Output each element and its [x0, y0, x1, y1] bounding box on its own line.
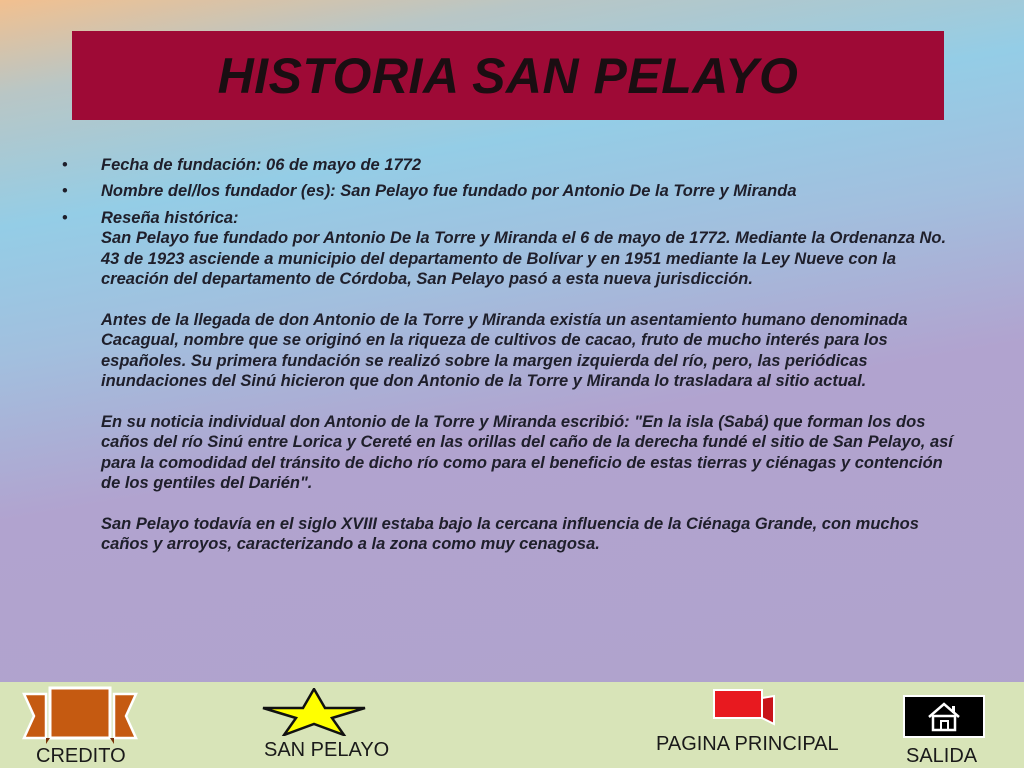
bullet-list: [62, 155, 962, 555]
bullet-fecha: • Fecha de fundación: 06 de mayo de 1772: [62, 155, 962, 175]
bullet-resena: [62, 208, 962, 555]
resena-paragraph-1: San Pelayo fue fundado por Antonio De la Torre y Miranda el 6 de mayo de 1772. Mediante la Ordenanza No. 43 de 1923 asciende a municipio del departamento de Bolívar y en 1951 mediante la Ley Nueve con la creación del departamento de Córdoba, San Pelayo pasó a esta nueva jurisdicción.: [101, 229, 947, 289]
ribbon-banner-icon[interactable]: [22, 686, 138, 744]
footer-nav-bar: [0, 682, 1024, 768]
resena-paragraph-3: En su noticia individual don Antonio de la Torre y Miranda escribió: "En la isla (Sabá) que forman los dos caños del río Sinú entre Lorica y Cereté en las orillas del caño de la derecha fundé el sitio de San Pelayo, así para la comodidad del tránsito de dicho río como para el beneficio de estas tierras y ciénagas y contención de los gentiles del Darién".: [101, 412, 953, 493]
home-icon[interactable]: [903, 695, 985, 738]
star-icon[interactable]: [262, 688, 366, 736]
salida-link[interactable]: SALIDA: [906, 745, 978, 767]
page-title: HISTORIA SAN PELAYO: [217, 47, 799, 104]
title-banner: [72, 31, 944, 120]
pagina-principal-link[interactable]: PAGINA PRINCIPAL: [656, 733, 839, 755]
resena-paragraph-4: San Pelayo todavía en el siglo XVIII estaba bajo la cercana influencia de la Ciénaga Grande, con muchos caños y arroyos, caracterizando a la zona como muy cenagosa.: [101, 514, 919, 554]
credito-link[interactable]: CREDITO: [36, 745, 126, 767]
resena-label: • Reseña histórica:: [101, 208, 239, 227]
main-content: [62, 155, 962, 561]
san-pelayo-link[interactable]: SAN PELAYO: [264, 739, 390, 761]
resena-paragraph-2: Antes de la llegada de don Antonio de la Torre y Miranda existía un asentamiento humano denominada Cacagual, nombre que se originó en la riqueza de cultivos de cacao, fruto de mucho interés para los españoles. Su primera fundación se realizó sobre la margen izquierda del río, pero, las periódicas inundaciones del Sinú hicieron que don Antonio de la Torre y Miranda lo trasladara al sitio actual.: [101, 310, 908, 391]
bullet-fundador: • Nombre del/los fundador (es): San Pelayo fue fundado por Antonio De la Torre y Miranda: [62, 181, 962, 201]
red-flag-icon[interactable]: [710, 688, 776, 726]
